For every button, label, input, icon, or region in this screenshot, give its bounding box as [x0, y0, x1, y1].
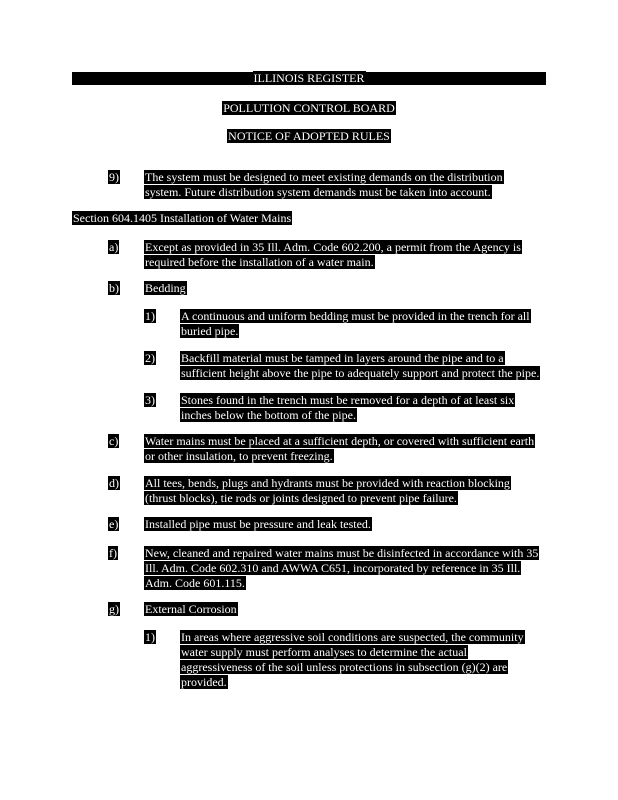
board-title-text: POLLUTION CONTROL BOARD: [223, 101, 395, 115]
item-text: [144, 546, 548, 591]
item-text-content: Bedding: [145, 281, 186, 295]
item-text-content: All tees, bends, plugs and hydrants must be provided with reaction blocking (thrust blocks), tie rods or joints designed to prevent pipe failure.: [145, 476, 510, 505]
item-text-content: Except as provided in 35 Ill. Adm. Code 602.200, a permit from the Agency is required before the installation of a water main.: [145, 240, 521, 269]
subitem-label: [144, 393, 156, 408]
subitem-label: [144, 630, 156, 645]
item-text-content: The system must be designed to meet existing demands on the distribution system. Future distribution system demands must be taken into account.: [145, 170, 503, 199]
item-label: [108, 602, 120, 617]
subitem-text-content: Stones found in the trench must be removed for a depth of at least six inches below the bottom of the pipe.: [181, 393, 515, 422]
item-label-text: f): [109, 546, 117, 560]
notice-title: [0, 129, 618, 144]
subitem-label: [144, 309, 156, 324]
item-label-text: b): [109, 281, 119, 295]
subitem-text: [180, 351, 548, 381]
board-title: [0, 101, 618, 116]
register-title-text: ILLINOIS REGISTER: [253, 71, 365, 85]
item-text: [144, 476, 524, 506]
item-text: [144, 240, 534, 270]
item-label-text: d): [109, 476, 119, 490]
notice-title-text: NOTICE OF ADOPTED RULES: [228, 129, 390, 143]
item-label: [108, 434, 119, 449]
subitem-label-text: 1): [145, 630, 155, 644]
item-text: [144, 602, 444, 617]
item-text: [144, 170, 516, 200]
subitem-label-text: 2): [145, 351, 155, 365]
item-text: [144, 281, 444, 296]
item-text: [144, 517, 444, 532]
section-title-text: Section 604.1405 Installation of Water Mains: [73, 211, 292, 225]
register-title: [0, 72, 618, 85]
subitem-text-content: A continuous and uniform bedding must be provided in the trench for all buried pipe.: [181, 309, 530, 338]
item-label-text: e): [109, 517, 119, 531]
subitem-label: [144, 351, 156, 366]
item-label: [108, 476, 120, 491]
item-label: [108, 517, 119, 532]
item-text-content: Installed pipe must be pressure and leak tested.: [145, 517, 371, 531]
item-label: [108, 281, 120, 296]
subitem-text: [180, 630, 530, 690]
item-text-content: External Corrosion: [145, 602, 237, 616]
section-title: [72, 211, 472, 226]
item-label-text: 9): [109, 170, 119, 184]
subitem-label-text: 3): [145, 393, 155, 407]
subitem-text-content: In areas where aggressive soil conditions are suspected, the community water supply must perform analyses to determine the actual aggressiveness of the soil unless protections in subsection (g)(2) are provided.: [181, 630, 524, 689]
subitem-label-text: 1): [145, 309, 155, 323]
item-text: [144, 434, 544, 464]
item-text-content: Water mains must be placed at a sufficient depth, or covered with sufficient earth or other insulation, to prevent freezing.: [145, 434, 535, 463]
item-label-text: g): [109, 602, 119, 616]
item-label-text: c): [109, 434, 119, 448]
item-label: [108, 170, 120, 185]
subitem-text-content: Backfill material must be tamped in layers around the pipe and to a sufficient height above the pipe to adequately support and protect the pipe.: [181, 351, 540, 380]
subitem-text: [180, 309, 538, 339]
subitem-text: [180, 393, 526, 423]
item-text-content: New, cleaned and repaired water mains must be disinfected in accordance with 35 Ill. Adm. Code 602.310 and AWWA C651, incorporated by reference in 35 Ill. Adm. Code 601.115.: [145, 546, 539, 590]
item-label-text: a): [109, 240, 119, 254]
item-label: [108, 240, 119, 255]
item-label: [108, 546, 118, 561]
